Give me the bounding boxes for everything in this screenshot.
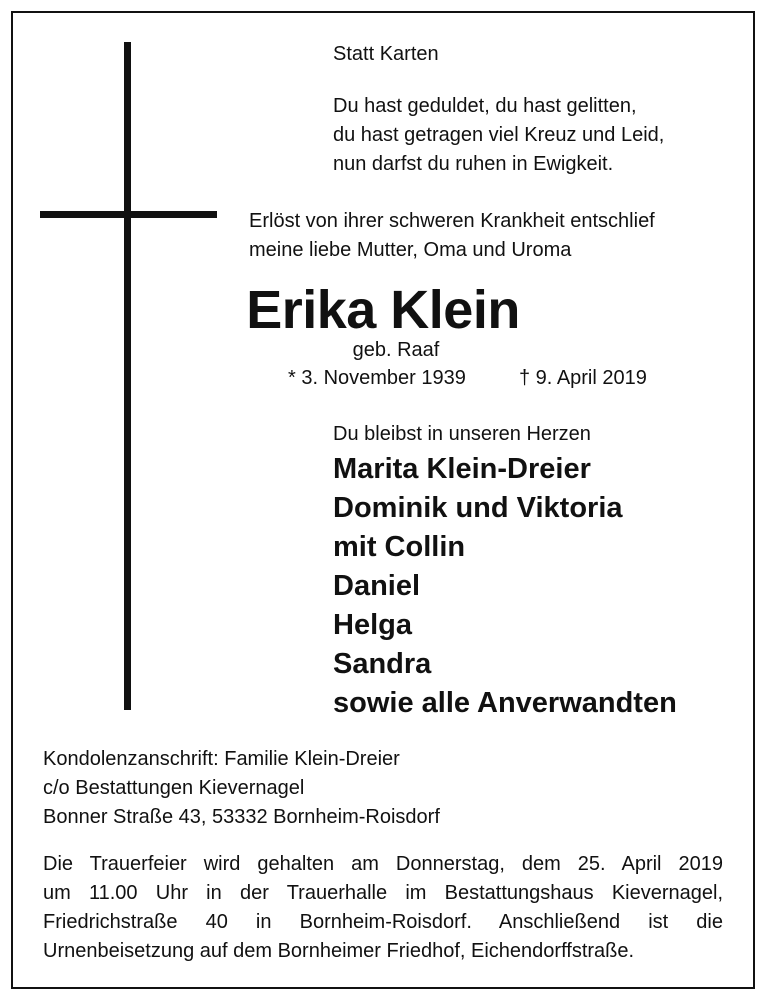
poem-line: Du hast geduldet, du hast gelitten, — [333, 95, 637, 117]
intro-line: Erlöst von ihrer schweren Krankheit entschlief — [249, 210, 655, 232]
address-line: Kondolenzanschrift: Familie Klein-Dreier — [43, 748, 400, 770]
address-line: c/o Bestattungen Kievernagel — [43, 777, 305, 799]
address-line: Bonner Straße 43, 53332 Bornheim-Roisdorf — [43, 806, 440, 828]
maiden-name: geb. Raaf — [352, 339, 440, 361]
deceased-name: Erika Klein — [246, 280, 520, 340]
death-date: † 9. April 2019 — [519, 367, 647, 389]
service-line: Friedrichstraße 40 in Bornheim-Roisdorf. Anschließend ist die — [43, 911, 723, 933]
condolence-address — [43, 745, 440, 832]
mourners-list — [333, 450, 677, 723]
poem-line: nun darfst du ruhen in Ewigkeit. — [333, 153, 614, 175]
poem — [333, 92, 664, 179]
mourner-name: sowie alle Anverwandten — [333, 687, 677, 719]
intro-text — [249, 207, 655, 265]
mourner-name: Helga — [333, 609, 412, 641]
mourner-name: Dominik und Viktoria — [333, 492, 623, 524]
poem-line: du hast getragen viel Kreuz und Leid, — [333, 124, 665, 146]
cross-icon-vertical-bar — [124, 42, 131, 710]
birth-date: * 3. November 1939 — [288, 367, 466, 389]
cross-icon-horizontal-bar — [40, 211, 217, 218]
mourner-name: Daniel — [333, 570, 421, 602]
remembrance-line: Du bleibst in unseren Herzen — [333, 423, 591, 445]
service-line: Die Trauerfeier wird gehalten am Donnerstag, dem 25. April 2019 — [43, 853, 723, 875]
service-line: um 11.00 Uhr in der Trauerhalle im Bestattungshaus Kievernagel, — [43, 882, 723, 904]
intro-line: meine liebe Mutter, Oma und Uroma — [249, 239, 572, 261]
mourner-name: mit Collin — [333, 531, 466, 563]
mourner-name: Sandra — [333, 648, 432, 680]
service-line: Urnenbeisetzung auf dem Bornheimer Friedhof, Eichendorffstraße. — [43, 940, 635, 962]
notice-header: Statt Karten — [333, 43, 439, 65]
service-info — [43, 850, 723, 966]
mourner-name: Marita Klein-Dreier — [333, 453, 591, 485]
